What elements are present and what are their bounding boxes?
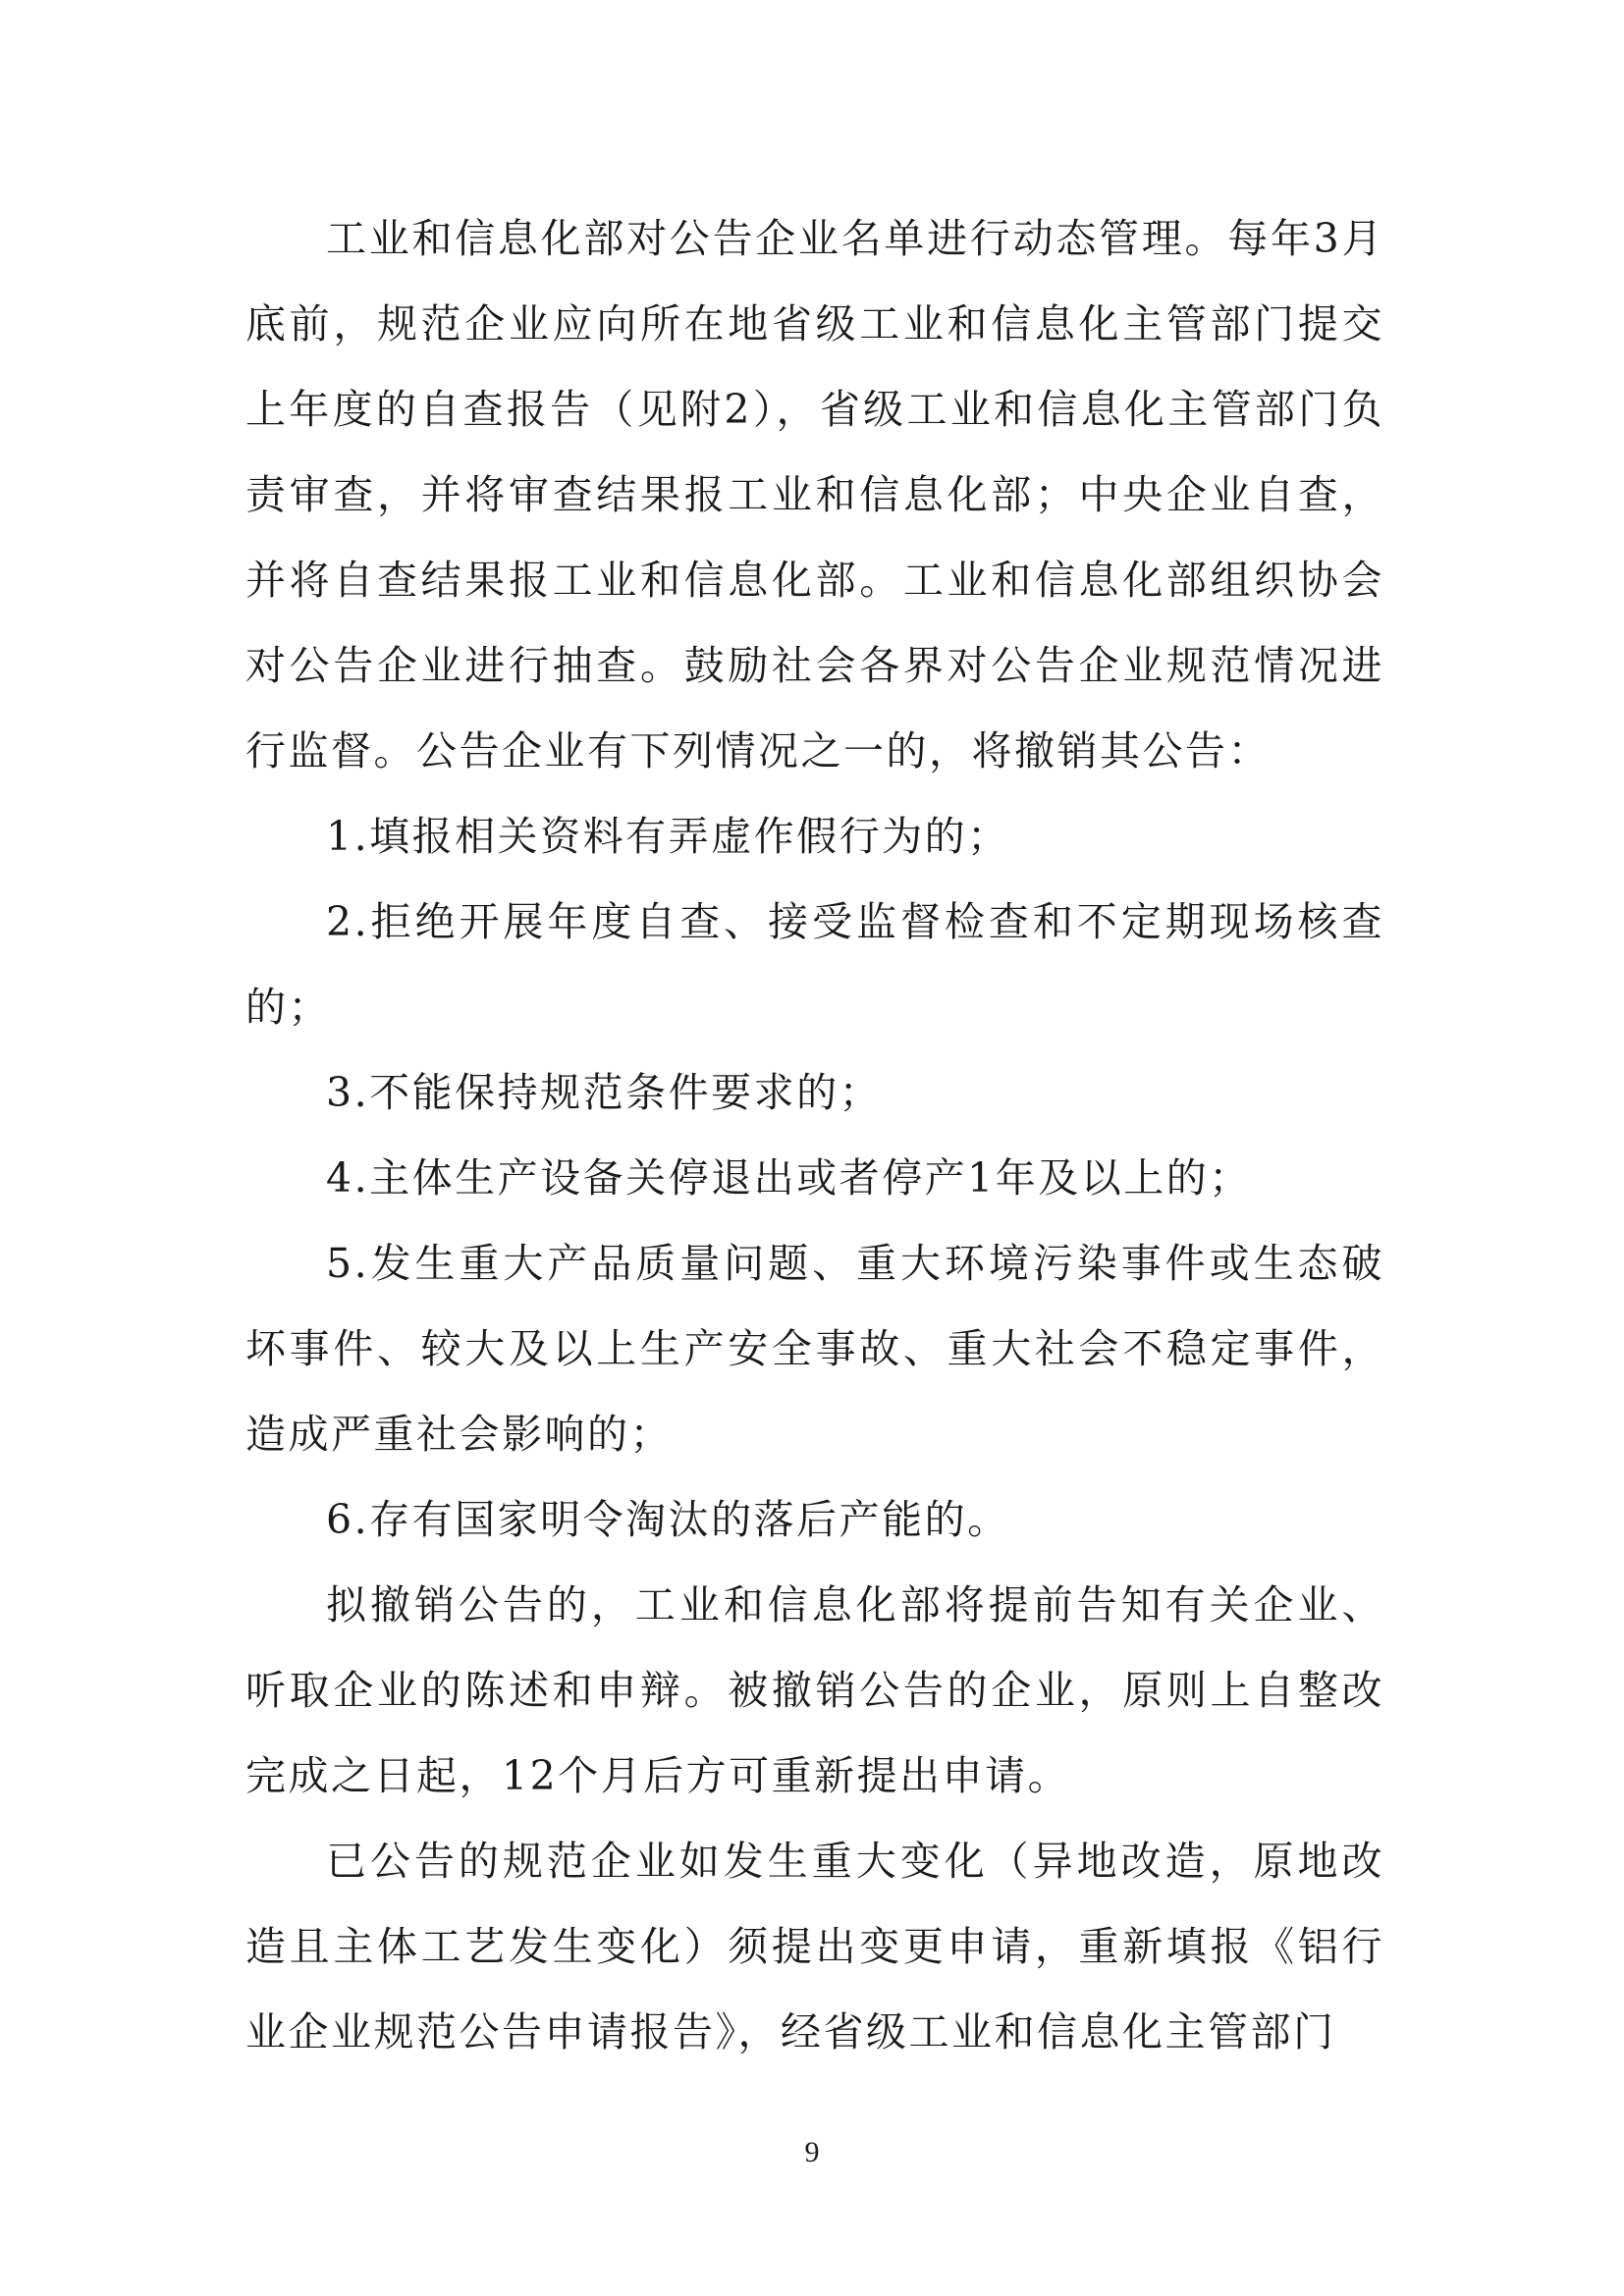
list-item-4: 4.主体生产设备关停退出或者停产1年及以上的；: [326, 1154, 1252, 1201]
page-number: 9: [804, 2136, 820, 2168]
list-item-1: 1.填报相关资料有弄虚作假行为的；: [326, 813, 1010, 860]
paragraph-change-application: 已公告的规范企业如发生重大变化（异地改造，原地改造且主体工艺发生变化）须提出变更申请，重新填报《铝行业企业规范公告申请报告》，经省级工业和信息化主管部门: [245, 1838, 1384, 2056]
list-item-3: 3.不能保持规范条件要求的；: [326, 1069, 883, 1116]
list-item-2: 2.拒绝开展年度自查、接受监督检查和不定期现场核查的；: [245, 898, 1384, 1031]
paragraph-revocation: 拟撤销公告的，工业和信息化部将提前告知有关企业、听取企业的陈述和申辩。被撤销公告的企业，原则上自整改完成之日起，12个月后方可重新提出申请。: [245, 1581, 1384, 1799]
list-item-5: 5.发生重大产品质量问题、重大环境污染事件或生态破坏事件、较大及以上生产安全事故、重大社会不稳定事件，造成严重社会影响的；: [245, 1240, 1384, 1458]
body-text: [245, 196, 1384, 2075]
paragraph-dynamic-management: 工业和信息化部对公告企业名单进行动态管理。每年3月底前，规范企业应向所在地省级工业和信息化主管部门提交上年度的自查报告（见附2），省级工业和信息化主管部门负责审查，并将审查结果报工业和信息化部；中央企业自查，并将自查结果报工业和信息化部。工业和信息化部组织协会对公告企业进行抽查。鼓励社会各界对公告企业规范情况进行监督。公告企业有下列情况之一的，将撤销其公告：: [245, 215, 1384, 774]
list-item-6: 6.存有国家明令淘汰的落后产能的。: [326, 1496, 1010, 1543]
